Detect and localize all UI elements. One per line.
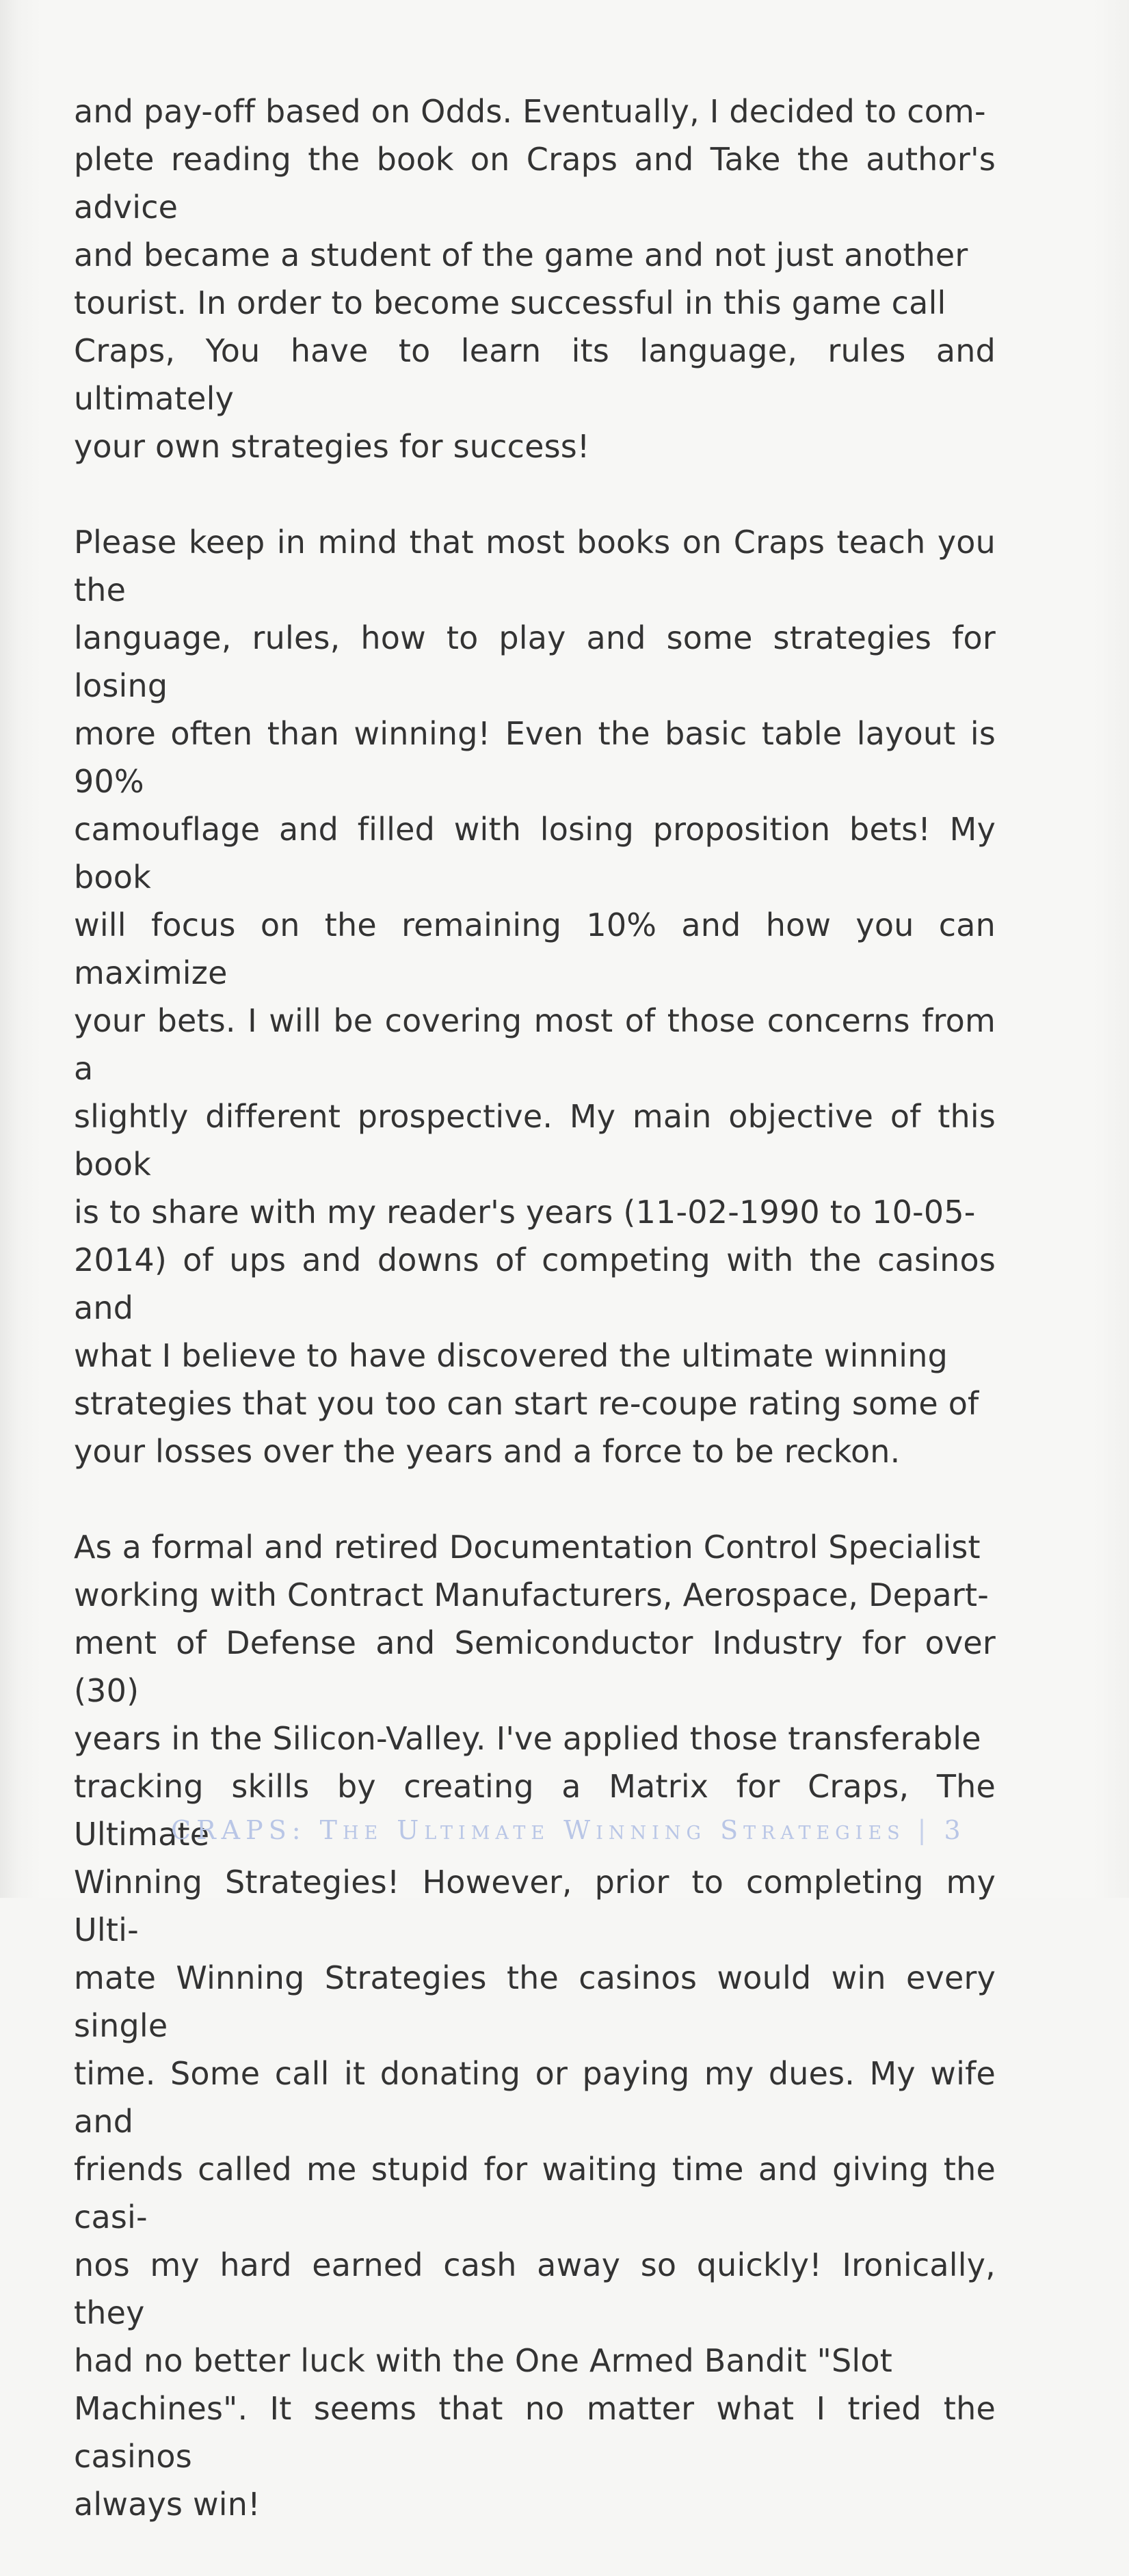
running-footer bbox=[171, 1815, 992, 1845]
paragraph-2: Please keep in mind that most books on Craps teach you the language, rules, how to play and some strategies for losing more often than winning! Even the basic table layout is 90% camouflage and filled with losing proposition bets! My book will focus on the remaining 10% and how you can maximize your bets. I will be covering most of those concerns from a slightly different prospective. My main objective of this book is to share with my reader's years (11-02-1990 to 10-05- 2014) of ups and downs of competing with the casinos and what I believe to have discovered the ultimate winning strategies that you too can start re-coupe rating some of your losses over the years and a force to be reckon. bbox=[74, 524, 996, 1470]
book-title: CRAPS: The Ultimate Winning Strategies bbox=[171, 1815, 905, 1845]
paragraph-3: As a formal and retired Documentation Control Specialist working with Contract Manufacturers, Aerospace, Depart- ment of Defense and Semiconductor Industry for over (30) years in the Silicon-Valley. I've applied those transferable tracking skills by creating a Matrix for Craps, The Ultimate Winning Strategies! However, prior to completing my Ulti- mate Winning Strategies the casinos would win every single time. Some call it donating or paying my dues. My wife and friends called me stupid for waiting time and giving the casi- nos my hard earned cash away so quickly! Ironically, they had no better luck with the One Armed Bandit "Slot Machines". It seems that no matter what I tried the casinos always win! bbox=[74, 1529, 996, 2523]
paragraph-1: and pay-off based on Odds. Eventually, I decided to com- plete reading the book on Craps and Take the author's advice and became a student of the game and not just another tourist. In order to become successful in this game call Craps, You have to learn its language, rules and ultimately your own strategies for success! bbox=[74, 93, 996, 465]
page-number: 3 bbox=[944, 1815, 961, 1845]
body-text bbox=[74, 88, 996, 2576]
footer-separator: | bbox=[917, 1815, 932, 1845]
